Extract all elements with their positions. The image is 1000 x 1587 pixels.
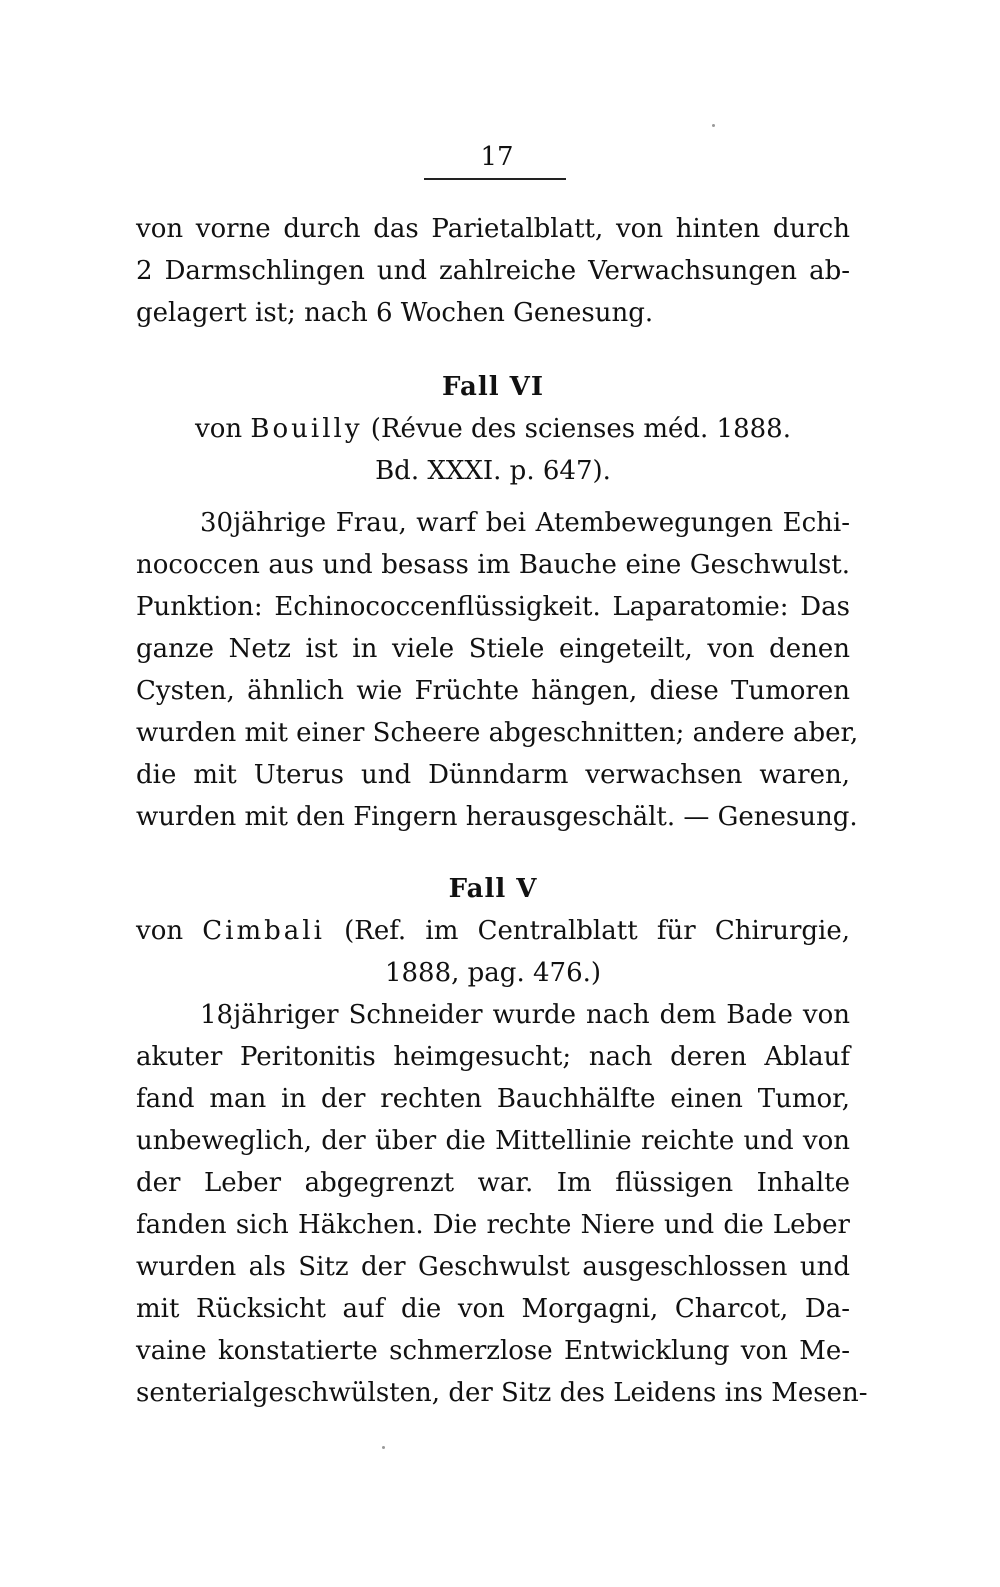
case-vi-heading: Fall VI xyxy=(441,372,545,402)
case-v-source xyxy=(136,914,850,948)
source-prefix: von xyxy=(195,414,251,444)
source-reference: (Ref. im Centralblatt für Chirurgie, xyxy=(324,916,850,946)
source-prefix: von xyxy=(136,916,203,946)
page-number-rule xyxy=(424,178,566,180)
intro-line: 2 Darmschlingen und zahlreiche Verwachsungen ab- xyxy=(136,256,850,286)
case-v-body-line: fanden sich Häkchen. Die rechte Niere und die Leber xyxy=(136,1210,850,1240)
case-v-body-line: mit Rücksicht auf die von Morgagni, Charcot, Da- xyxy=(136,1294,850,1324)
case-v-body-line: der Leber abgegrenzt war. Im flüssigen Inhalte xyxy=(136,1168,850,1198)
case-v-body-line: unbeweglich, der über die Mittellinie reichte und von xyxy=(136,1126,850,1156)
scan-speck xyxy=(382,1446,385,1449)
case-vi-body-line: Cysten, ähnlich wie Früchte hängen, diese Tumoren xyxy=(136,676,850,706)
case-v-body-line: fand man in der rechten Bauchhälfte einen Tumor, xyxy=(136,1084,850,1114)
intro-line: gelagert ist; nach 6 Wochen Genesung. xyxy=(136,298,654,328)
source-author: Bouilly xyxy=(250,414,363,444)
case-v-body-line: senterialgeschwülsten, der Sitz des Leidens ins Mesen- xyxy=(136,1378,868,1408)
case-v-body-line: 18jähriger Schneider wurde nach dem Bade von xyxy=(200,1000,850,1030)
case-vi-body-line: die mit Uterus und Dünndarm verwachsen waren, xyxy=(136,760,850,790)
case-vi-source xyxy=(136,412,850,446)
case-vi-body-line: wurden mit den Fingern herausgeschält. — Genesung. xyxy=(136,802,858,832)
case-vi-body-line: Punktion: Echinococcenflüssigkeit. Laparatomie: Das xyxy=(136,592,850,622)
page-number: 17 xyxy=(480,142,514,172)
case-vi-body-line: nococcen aus und besass im Bauche eine Geschwulst. xyxy=(136,550,850,580)
intro-line: von vorne durch das Parietalblatt, von hinten durch xyxy=(136,214,850,244)
case-v-body-line: vaine konstatierte schmerzlose Entwicklung von Me- xyxy=(136,1336,850,1366)
case-v-body-line: wurden als Sitz der Geschwulst ausgeschlossen und xyxy=(136,1252,850,1282)
scan-speck xyxy=(712,124,715,127)
case-vi-body-line: wurden mit einer Scheere abgeschnitten; andere aber, xyxy=(136,718,859,748)
source-author: Cimbali xyxy=(202,916,325,946)
case-vi-source-line2: Bd. XXXI. p. 647). xyxy=(375,456,611,486)
case-v-body-line: akuter Peritonitis heimgesucht; nach deren Ablauf xyxy=(136,1042,850,1072)
case-v-heading: Fall V xyxy=(448,874,538,904)
case-v-source-line2: 1888, pag. 476.) xyxy=(384,958,602,988)
case-vi-body-line: 30jährige Frau, warf bei Atembewegungen Echi- xyxy=(200,508,850,538)
source-reference: (Révue des scienses méd. 1888. xyxy=(362,414,791,444)
case-vi-body-line: ganze Netz ist in viele Stiele eingeteilt, von denen xyxy=(136,634,850,664)
